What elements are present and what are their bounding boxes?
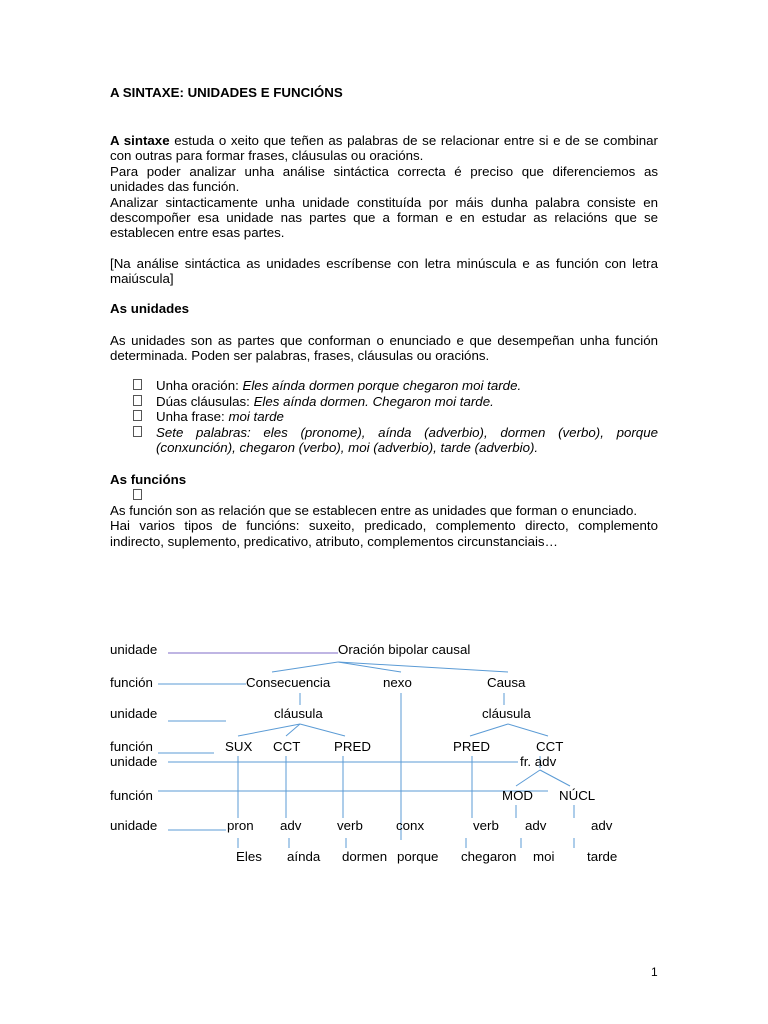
intro-term: A sintaxe (110, 133, 170, 148)
funcions-heading: As funcións (110, 472, 187, 487)
list-item: Sete palabras: eles (pronome), aínda (adverbio), dormen (verbo), porque (conxunción), chegaron (verbo), moi (adverbio), tarde (adverbio). (133, 425, 658, 456)
unidades-heading: As unidades (110, 301, 190, 316)
node-cct: CCT (536, 739, 564, 754)
word-label: tarde (587, 849, 618, 864)
connector-line (508, 724, 548, 736)
node-pred: PRED (453, 739, 490, 754)
category-label: verb (473, 818, 499, 833)
node-clausula-left: cláusula (274, 706, 323, 721)
intro-note: [Na análise sintáctica as unidades escríbense con letra minúscula e as función con letra maiúscula] (110, 256, 658, 287)
word-label: porque (397, 849, 439, 864)
intro-p1-text: estuda o xeito que teñen as palabras de se relacionar entre si e de se combinar con outras para formar frases, cláusulas ou oracións. (110, 133, 658, 164)
unidades-text: As unidades son as partes que conforman o enunciado e que desempeñan unha función determinada. Poden ser palabras, frases, cláusulas ou oracións. (110, 333, 658, 364)
category-label: conx (396, 818, 425, 833)
connector-line (238, 724, 300, 736)
connector-line (516, 770, 540, 786)
node-consecuencia: Consecuencia (246, 675, 331, 690)
node-clausula-right: cláusula (482, 706, 531, 721)
node-nexo: nexo (383, 675, 412, 690)
word-label: aínda (287, 849, 321, 864)
row-label-funcion: función (110, 739, 153, 754)
row-label-unidade: unidade (110, 706, 158, 721)
page-number: 1 (651, 965, 658, 979)
node-sux: SUX (225, 739, 253, 754)
word-label: chegaron (461, 849, 517, 864)
connector-line (272, 662, 338, 672)
row-label-funcion: función (110, 675, 153, 690)
node-pred: PRED (334, 739, 371, 754)
category-label: pron (227, 818, 254, 833)
node-mod: MOD (502, 788, 534, 803)
word-label: Eles (236, 849, 262, 864)
word-label: dormen (342, 849, 388, 864)
intro-paragraph-3: Analizar sintacticamente unha unidade constituída por máis dunha palabra consiste en descompoñer esa unidade nas partes que a forman e en estudar as relacións que se establecen entre esas partes. (110, 194, 658, 241)
connector-line (540, 770, 570, 786)
list-item: Unha oración: Eles aínda dormen porque chegaron moi tarde. (133, 378, 658, 394)
connector-line (338, 662, 508, 672)
row-label-unidade: unidade (110, 642, 158, 657)
node-fr-adv: fr. adv (520, 754, 557, 769)
category-label: adv (280, 818, 302, 833)
category-label: adv (525, 818, 547, 833)
category-label: verb (337, 818, 363, 833)
category-label: adv (591, 818, 613, 833)
connector-line (470, 724, 508, 736)
connector-line (300, 724, 345, 736)
node-oracion: Oración bipolar causal (338, 642, 471, 657)
row-label-unidade: unidade (110, 754, 158, 769)
node-causa: Causa (487, 675, 526, 690)
list-item: Unha frase: moi tarde (133, 409, 658, 425)
word-label: moi (533, 849, 555, 864)
node-nucl: NÚCL (559, 788, 596, 803)
intro-paragraph-2: Para poder analizar unha análise sintáctica correcta é preciso que diferenciemos as unidades das función. (110, 163, 658, 195)
document-title: A SINTAXE: UNIDADES E FUNCIÓNS (110, 85, 343, 100)
list-item: Dúas cláusulas: Eles aínda dormen. Chegaron moi tarde. (133, 394, 658, 410)
funcions-paragraph-1: As función son as relación que se establecen entre as unidades que forman o enunciado. (110, 503, 638, 518)
row-label-funcion: función (110, 788, 153, 803)
node-cct: CCT (273, 739, 301, 754)
funcions-paragraph-2: Hai varios tipos de funcións: suxeito, predicado, complemento directo, complemento indirecto, suplemento, predicativo, atributo, complementos circunstanciais… (110, 518, 658, 549)
row-label-unidade: unidade (110, 818, 158, 833)
